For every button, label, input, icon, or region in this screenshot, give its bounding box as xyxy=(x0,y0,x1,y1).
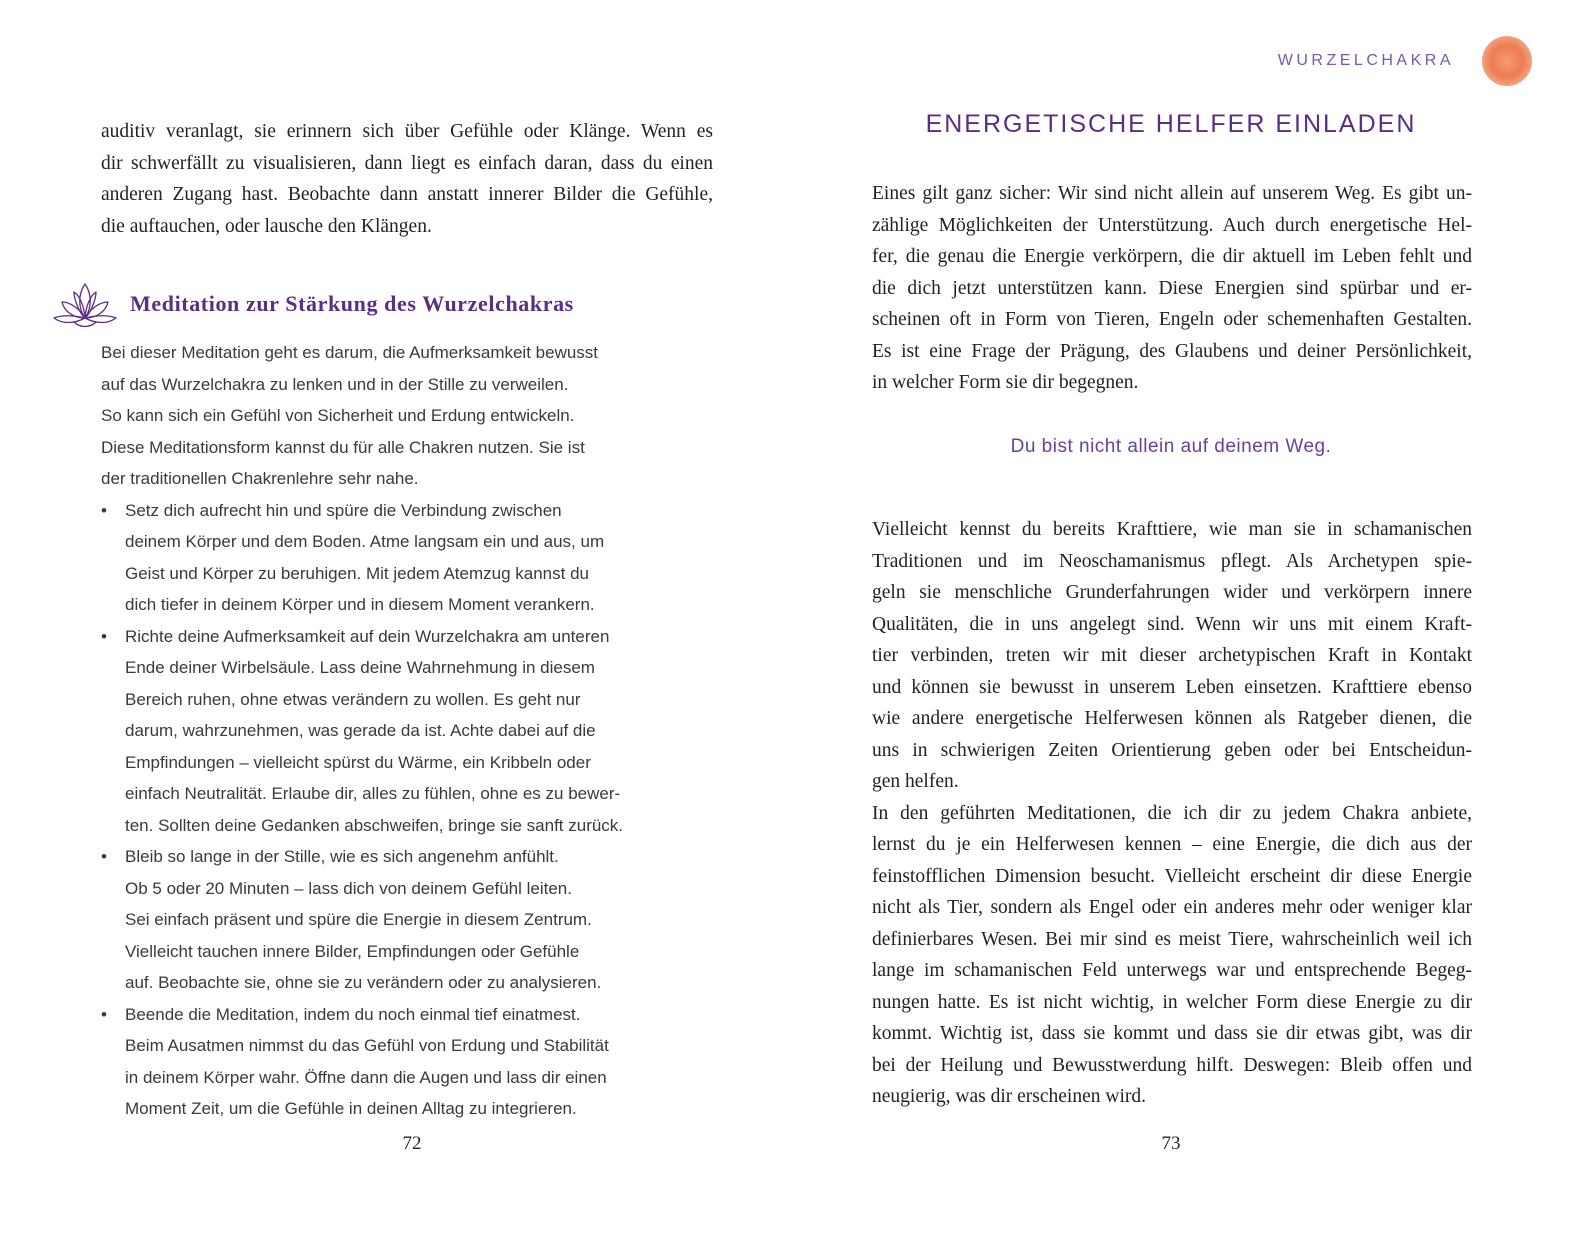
text-line: neugierig, was dir erscheinen wird. xyxy=(872,1086,1146,1107)
paragraph xyxy=(872,178,1472,399)
text-line: darum, wahrzunehmen, was gerade da ist. Achte dabei auf die xyxy=(125,721,596,740)
text-line: nungen hatte. Es ist nicht wichtig, in welcher Form diese Energie zu dir xyxy=(872,991,1472,1013)
bullet-icon: • xyxy=(101,500,107,520)
text-line: Qualitäten, die in uns angelegt sind. Wenn wir uns mit einem Kraft- xyxy=(872,613,1472,635)
text-line: dich tiefer in deinem Körper und in diesem Moment verankern. xyxy=(125,595,595,614)
text-line: Traditionen und im Neoschamanismus pflegt. Als Archetypen spie- xyxy=(872,550,1472,572)
paragraph xyxy=(872,798,1472,1113)
text-line: scheinen oft in Form von Tieren, Engeln oder schemenhaften Gestalten. xyxy=(872,309,1472,330)
text-line: dir schwerfällt zu visualisieren, dann liegt es einfach daran, dass du einen xyxy=(101,152,713,174)
paragraph-group xyxy=(872,514,1472,1113)
root-chakra-dot-icon xyxy=(1482,36,1532,86)
text-line: fer, die genau die Energie verkörpern, die dir aktuell im Leben fehlt und xyxy=(872,246,1472,267)
text-line: Geist und Körper zu beruhigen. Mit jedem Atemzug kannst du xyxy=(125,563,589,583)
text-line: Vielleicht tauchen innere Bilder, Empfindungen oder Gefühle xyxy=(125,941,580,961)
meditation-title: Meditation zur Stärkung des Wurzelchakras xyxy=(130,291,574,316)
text-line: Richte deine Aufmerksamkeit auf dein Wurzelchakra am unteren xyxy=(125,626,610,646)
text-line: Setz dich aufrecht hin und spüre die Verbindung zwischen xyxy=(125,500,562,520)
text-line: Ende deiner Wirbelsäule. Lass deine Wahrnehmung in diesem xyxy=(125,658,595,677)
list-item xyxy=(101,621,711,842)
meditation-steps xyxy=(101,495,711,1125)
text-line: Bereich ruhen, ohne etwas verändern zu wollen. Es geht nur xyxy=(125,689,581,709)
text-line: Es ist eine Frage der Prägung, des Glaubens und deiner Persönlichkeit, xyxy=(872,340,1472,362)
text-line: auf. Beobachte sie, ohne sie zu verändern oder zu analysieren. xyxy=(125,973,602,992)
text-line: uns in schwierigen Zeiten Orientierung geben oder bei Entscheidun- xyxy=(872,739,1472,761)
text-line: in welcher Form sie dir begegnen. xyxy=(872,372,1139,393)
text-line: ten. Sollten deine Gedanken abschweifen, bringe sie sanft zurück. xyxy=(125,815,624,835)
text-line: der traditionellen Chakrenlehre sehr nahe. xyxy=(101,469,419,488)
text-line: auf das Wurzelchakra zu lenken und in der Stille zu verweilen. xyxy=(101,374,569,394)
text-line: Bei dieser Meditation geht es darum, die Aufmerksamkeit bewusst xyxy=(101,343,599,362)
text-line: geln sie menschliche Grunderfahrungen wider und verkörpern innere xyxy=(872,582,1472,603)
lotus-icon xyxy=(52,278,118,334)
text-line: wie andere energetische Helferwesen können als Ratgeber dienen, die xyxy=(872,708,1472,729)
text-line: anderen Zugang hast. Beobachte dann anstatt innerer Bilder die Gefühle, xyxy=(101,184,713,205)
bullet-icon: • xyxy=(101,847,107,866)
text-line: Diese Meditationsform kannst du für alle Chakren nutzen. Sie ist xyxy=(101,437,585,457)
text-line: und können sie bewusst in unserem Leben einsetzen. Krafttiere ebenso xyxy=(872,676,1472,698)
text-line: deinem Körper und dem Boden. Atme langsam ein und aus, um xyxy=(125,532,605,551)
text-line: Sei einfach präsent und spüre die Energie in diesem Zentrum. xyxy=(125,910,592,929)
list-item xyxy=(101,495,711,621)
text-line: nicht als Tier, sondern als Engel oder ein anderes mehr oder weniger klar xyxy=(872,897,1472,918)
text-line: Vielleicht kennst du bereits Krafttiere, wie man sie in schamanischen xyxy=(872,519,1472,540)
running-head: WURZELCHAKRA xyxy=(1277,52,1454,69)
meditation-body xyxy=(101,337,711,1125)
text-line: feinstofflichen Dimension besucht. Vielleicht erscheint dir diese Energie xyxy=(872,865,1472,887)
text-line: In den geführten Meditationen, die ich dir zu jedem Chakra anbiete, xyxy=(872,802,1472,824)
text-line: lange im schamanischen Feld unterwegs war und entsprechende Begeg- xyxy=(872,960,1472,981)
page-number: 72 xyxy=(402,1133,422,1154)
text-line: Beende die Meditation, indem du noch einmal tief einatmest. xyxy=(125,1004,581,1024)
text-line: Empfindungen – vielleicht spürst du Wärme, ein Kribbeln oder xyxy=(125,752,591,772)
list-item xyxy=(101,841,711,999)
text-line: tier verbinden, treten wir mit dieser archetypischen Kraft in Kontakt xyxy=(872,645,1472,666)
intro-paragraph xyxy=(101,116,713,242)
text-line: Beim Ausatmen nimmst du das Gefühl von Erdung und Stabilität xyxy=(125,1036,609,1055)
text-line: gen helfen. xyxy=(872,771,959,792)
text-line: definierbares Wesen. Bei mir sind es meist Tiere, wahrscheinlich weil ich xyxy=(872,928,1472,950)
text-line: Bleib so lange in der Stille, wie es sich angenehm anfühlt. xyxy=(125,847,559,866)
list-item xyxy=(101,999,711,1125)
page-number: 73 xyxy=(1161,1133,1181,1154)
bullet-icon: • xyxy=(101,626,107,646)
text-line: kommt. Wichtig ist, dass sie kommt und dass sie dir etwas gibt, was dir xyxy=(872,1023,1472,1044)
text-line: bei der Heilung und Bewusstwerdung hilft. Deswegen: Bleib offen und xyxy=(872,1054,1472,1076)
right-page xyxy=(797,0,1594,1240)
text-line: lernst du je ein Helferwesen kennen – eine Energie, die dich aus der xyxy=(872,834,1472,855)
text-line: Eines gilt ganz sicher: Wir sind nicht allein auf unserem Weg. Es gibt un- xyxy=(872,183,1472,204)
text-line: die dich jetzt unterstützen kann. Diese Energien sind spürbar und er- xyxy=(872,277,1472,299)
text-line: zählige Möglichkeiten der Unterstützung. Auch durch energetische Hel- xyxy=(872,214,1472,236)
text-line: auditiv veranlagt, sie erinnern sich über Gefühle oder Klänge. Wenn es xyxy=(101,121,713,142)
paragraph xyxy=(872,514,1472,798)
text-line: die auftauchen, oder lausche den Klängen. xyxy=(101,215,432,237)
text-line: einfach Neutralität. Erlaube dir, alles zu fühlen, ohne es zu bewer- xyxy=(125,784,621,803)
meditation-heading xyxy=(52,278,752,334)
text-line: Ob 5 oder 20 Minuten – lass dich von deinem Gefühl leiten. xyxy=(125,878,572,898)
text-line: So kann sich ein Gefühl von Sicherheit und Erdung entwickeln. xyxy=(101,406,575,425)
bullet-icon: • xyxy=(101,1004,107,1024)
text-line: in deinem Körper wahr. Öffne dann die Augen und lass dir einen xyxy=(125,1067,607,1087)
chapter-title: ENERGETISCHE HELFER EINLADEN xyxy=(925,110,1417,138)
pull-quote: Du bist nicht allein auf deinem Weg. xyxy=(1010,436,1332,457)
text-line: Moment Zeit, um die Gefühle in deinen Alltag zu integrieren. xyxy=(125,1099,577,1118)
